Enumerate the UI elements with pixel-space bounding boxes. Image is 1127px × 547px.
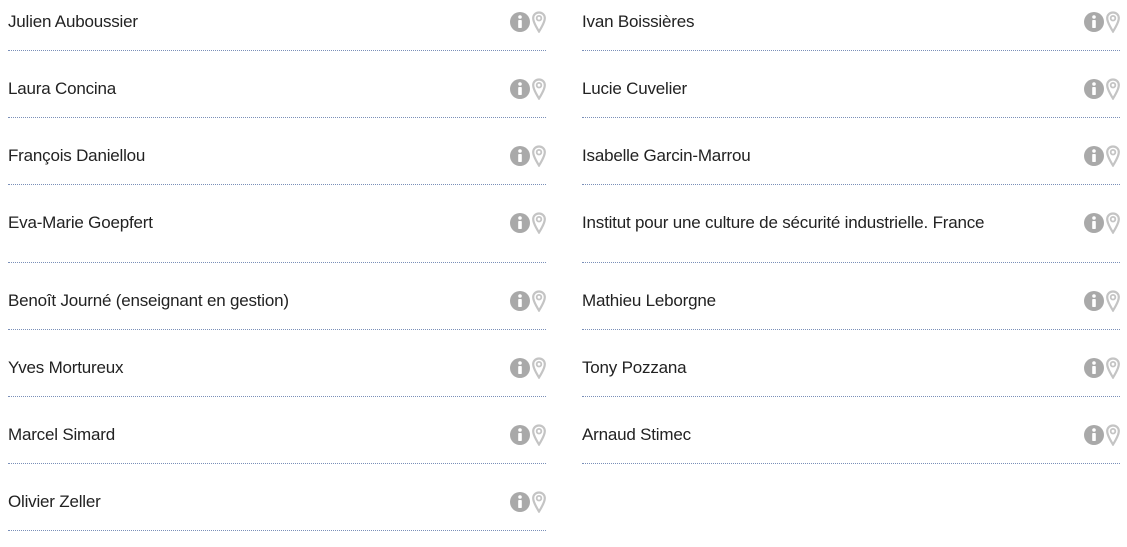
list-item <box>8 67 546 118</box>
list-item <box>582 201 1120 263</box>
author-name-link[interactable]: Arnaud Stimec <box>582 425 691 444</box>
info-icon[interactable] <box>509 11 531 33</box>
map-marker-icon[interactable] <box>532 11 546 33</box>
info-icon[interactable] <box>509 145 531 167</box>
info-icon[interactable] <box>1083 424 1105 446</box>
map-marker-icon[interactable] <box>532 290 546 312</box>
list-item <box>8 413 546 464</box>
map-marker-icon[interactable] <box>1106 212 1120 234</box>
map-marker-icon[interactable] <box>1106 78 1120 100</box>
info-icon[interactable] <box>1083 11 1105 33</box>
list-item <box>8 346 546 397</box>
item-actions <box>509 424 546 446</box>
map-marker-icon[interactable] <box>532 357 546 379</box>
list-item <box>582 0 1120 51</box>
list-item <box>8 279 546 330</box>
author-name-link[interactable]: Institut pour une culture de sécurité industrielle. France <box>582 213 985 232</box>
map-marker-icon[interactable] <box>532 145 546 167</box>
info-icon[interactable] <box>1083 145 1105 167</box>
info-icon[interactable] <box>1083 290 1105 312</box>
author-name-link[interactable]: Yves Mortureux <box>8 358 124 377</box>
item-actions <box>509 491 546 513</box>
map-marker-icon[interactable] <box>1106 357 1120 379</box>
info-icon[interactable] <box>1083 357 1105 379</box>
list-item <box>8 0 546 51</box>
item-actions <box>1083 357 1120 379</box>
map-marker-icon[interactable] <box>532 424 546 446</box>
item-actions <box>509 145 546 167</box>
author-name-link[interactable]: François Daniellou <box>8 146 146 165</box>
info-icon[interactable] <box>509 290 531 312</box>
list-item <box>8 134 546 185</box>
item-actions <box>509 357 546 379</box>
author-name-link[interactable]: Ivan Boissières <box>582 12 695 31</box>
author-name-link[interactable]: Julien Auboussier <box>8 12 138 31</box>
item-actions <box>1083 290 1120 312</box>
list-item <box>582 67 1120 118</box>
info-icon[interactable] <box>1083 78 1105 100</box>
author-name-link[interactable]: Tony Pozzana <box>582 358 687 377</box>
info-icon[interactable] <box>509 357 531 379</box>
map-marker-icon[interactable] <box>1106 424 1120 446</box>
author-grid <box>8 0 1120 547</box>
list-item <box>8 480 546 531</box>
list-item <box>582 413 1120 464</box>
author-name-link[interactable]: Laura Concina <box>8 79 116 98</box>
item-actions <box>1083 424 1120 446</box>
item-actions <box>509 11 546 33</box>
author-name-link[interactable]: Olivier Zeller <box>8 492 101 511</box>
item-actions <box>1083 78 1120 100</box>
item-actions <box>1083 11 1120 33</box>
map-marker-icon[interactable] <box>1106 11 1120 33</box>
list-item <box>582 279 1120 330</box>
left-column <box>8 0 546 547</box>
info-icon[interactable] <box>509 212 531 234</box>
right-column <box>582 0 1120 480</box>
author-name-link[interactable]: Marcel Simard <box>8 425 115 444</box>
map-marker-icon[interactable] <box>1106 145 1120 167</box>
author-name-link[interactable]: Benoît Journé (enseignant en gestion) <box>8 291 289 310</box>
list-item <box>582 346 1120 397</box>
map-marker-icon[interactable] <box>532 78 546 100</box>
map-marker-icon[interactable] <box>532 491 546 513</box>
author-name-link[interactable]: Lucie Cuvelier <box>582 79 687 98</box>
author-name-link[interactable]: Eva-Marie Goepfert <box>8 213 153 232</box>
info-icon[interactable] <box>509 424 531 446</box>
item-actions <box>1083 145 1120 167</box>
item-actions <box>509 290 546 312</box>
map-marker-icon[interactable] <box>532 212 546 234</box>
author-name-link[interactable]: Mathieu Leborgne <box>582 291 716 310</box>
info-icon[interactable] <box>1083 212 1105 234</box>
item-actions <box>509 78 546 100</box>
author-name-link[interactable]: Isabelle Garcin-Marrou <box>582 146 751 165</box>
info-icon[interactable] <box>509 491 531 513</box>
map-marker-icon[interactable] <box>1106 290 1120 312</box>
item-actions <box>509 212 546 234</box>
item-actions <box>1083 212 1120 234</box>
info-icon[interactable] <box>509 78 531 100</box>
list-item <box>582 134 1120 185</box>
list-item <box>8 201 546 263</box>
